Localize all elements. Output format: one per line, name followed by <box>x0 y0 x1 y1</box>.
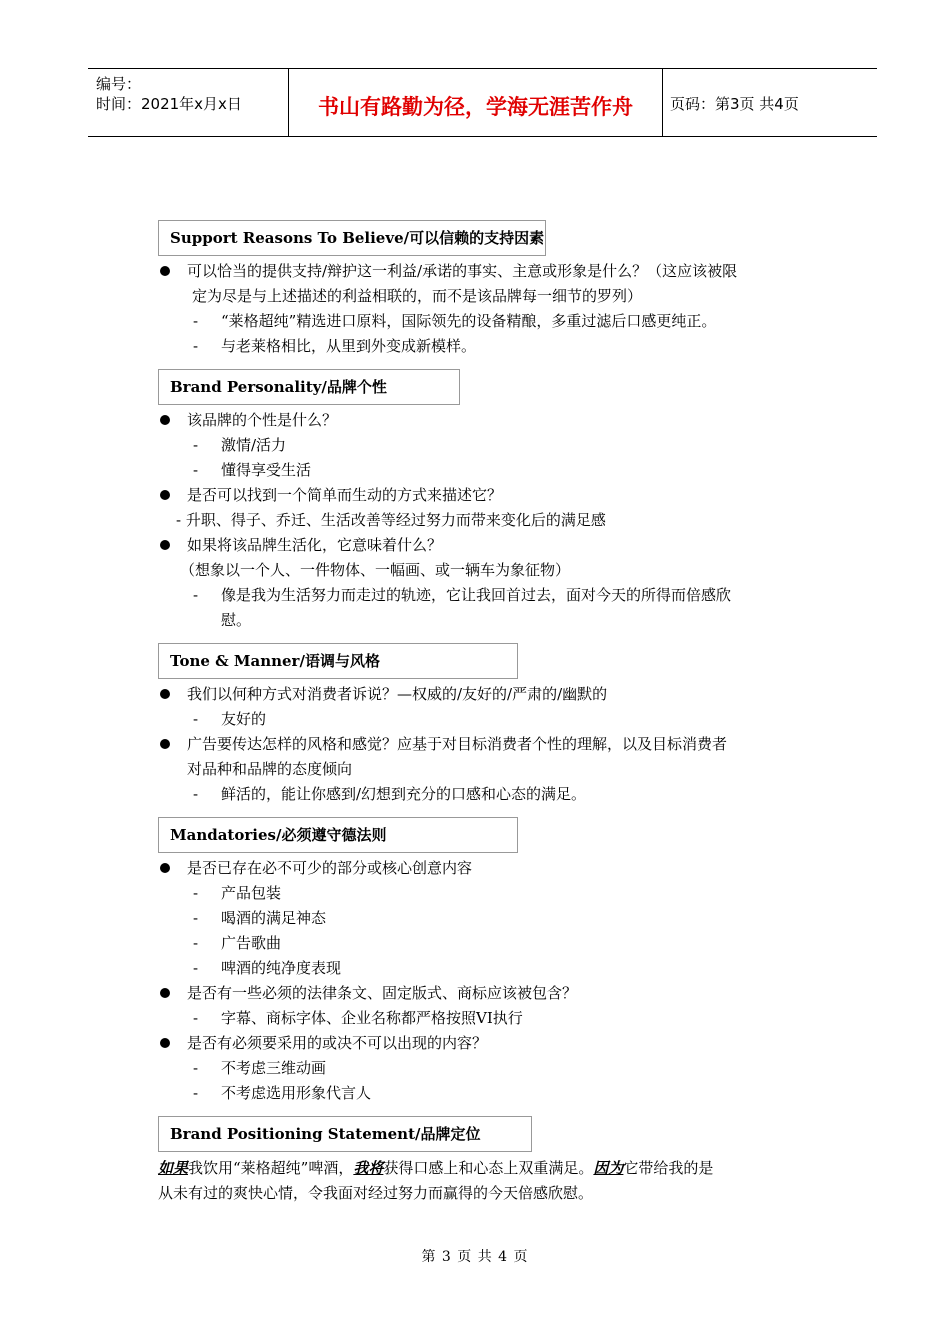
bullet-icon <box>160 988 170 998</box>
keyword-if: 如果 <box>158 1159 189 1177</box>
positioning-text-2: 获得口感上和心态上双重满足。 <box>383 1159 594 1177</box>
personality-bullet-2: 是否可以找到一个简单而生动的方式来描述它？ <box>187 486 503 504</box>
bullet-icon <box>160 540 170 550</box>
dash-marker: - <box>193 909 199 927</box>
header-page-cell <box>662 69 877 136</box>
keyword-will: 我将 <box>353 1159 384 1177</box>
support-bullet-line2: 定为尽是与上述描述的利益相联的，而不是该品牌每一细节的罗列） <box>192 287 643 305</box>
header-motto: 书山有路勤为径，学海无涯苦作舟 <box>318 95 633 119</box>
dash-marker: - <box>193 934 199 952</box>
personality-detail-4-line2: 慰。 <box>221 611 252 629</box>
dash-marker: - <box>193 785 199 803</box>
section-title-tone: Tone & Manner/语调与风格 <box>158 643 518 679</box>
bullet-icon <box>160 1038 170 1048</box>
dash-marker: - <box>193 710 199 728</box>
mandatories-detail-2: 喝酒的满足神态 <box>221 909 327 927</box>
positioning-text-1: 我饮用“莱格超纯”啤酒， <box>188 1159 354 1177</box>
dash-marker: - <box>193 1009 199 1027</box>
mandatories-detail-1: 产品包装 <box>221 884 282 902</box>
dash-marker: - <box>193 1084 199 1102</box>
dash-marker: - <box>193 1059 199 1077</box>
mandatories-detail-4: 啤酒的纯净度表现 <box>221 959 342 977</box>
dash-marker: - <box>193 312 199 330</box>
mandatories-detail-3: 广告歌曲 <box>221 934 282 952</box>
personality-detail-1: 激情/活力 <box>221 436 287 454</box>
positioning-statement-line2: 从未有过的爽快心情，令我面对经过努力而赢得的今天倍感欣慰。 <box>158 1184 594 1202</box>
personality-detail-3: - 升职、得子、乔迁、生活改善等经过努力而带来变化后的满足感 <box>176 511 606 529</box>
bullet-icon <box>160 863 170 873</box>
personality-note: （想象以一个人、一件物体、一幅画、或一辆车为象征物） <box>180 561 571 579</box>
dash-marker: - <box>193 436 199 454</box>
personality-bullet-3: 如果将该品牌生活化，它意味着什么？ <box>187 536 443 554</box>
tone-detail-1: 友好的 <box>221 710 267 728</box>
dash-marker: - <box>193 337 199 355</box>
header-meta-cell <box>88 69 288 136</box>
positioning-text-3: 它带给我的是 <box>623 1159 714 1177</box>
section-title-mandatories: Mandatories/必须遵守德法则 <box>158 817 518 853</box>
support-detail-2: 与老莱格相比，从里到外变成新模样。 <box>221 337 477 355</box>
mandatories-bullet-2: 是否有一些必须的法律条文、固定版式、商标应该被包含？ <box>187 984 578 1002</box>
page-footer: 第 3 页 共 4 页 <box>421 1249 529 1265</box>
dash-marker: - <box>193 959 199 977</box>
doc-number-label: 编号： <box>96 75 142 93</box>
tone-bullet-1: 我们以何种方式对消费者诉说？—权威的/友好的/严肃的/幽默的 <box>187 685 608 703</box>
mandatories-detail-5: 字幕、商标字体、企业名称都严格按照VI执行 <box>221 1009 523 1027</box>
bullet-icon <box>160 689 170 699</box>
bullet-icon <box>160 415 170 425</box>
page-header <box>88 68 877 137</box>
header-motto-cell <box>288 69 663 136</box>
header-page-label: 页码：第3页 共4页 <box>670 95 799 113</box>
section-title-support: Support Reasons To Believe/可以信赖的支持因素 <box>158 220 546 256</box>
doc-time-label: 时间：2021年x月x日 <box>96 95 242 113</box>
personality-detail-2: 懂得享受生活 <box>221 461 312 479</box>
bullet-icon <box>160 266 170 276</box>
dash-marker: - <box>193 884 199 902</box>
tone-bullet-2-line1: 广告要传达怎样的风格和感觉？应基于对目标消费者个性的理解，以及目标消费者 <box>187 735 728 753</box>
mandatories-detail-6: 不考虑三维动画 <box>221 1059 327 1077</box>
dash-marker: - <box>193 586 199 604</box>
bullet-icon <box>160 739 170 749</box>
section-title-positioning: Brand Positioning Statement/品牌定位 <box>158 1116 532 1152</box>
bullet-icon <box>160 490 170 500</box>
mandatories-bullet-3: 是否有必须要采用的或决不可以出现的内容？ <box>187 1034 488 1052</box>
tone-detail-2: 鲜活的，能让你感到/幻想到充分的口感和心态的满足。 <box>221 785 587 803</box>
section-title-personality: Brand Personality/品牌个性 <box>158 369 460 405</box>
positioning-statement-line1 <box>158 1158 713 1178</box>
keyword-because: 因为 <box>593 1159 624 1177</box>
mandatories-bullet-1: 是否已存在必不可少的部分或核心创意内容 <box>187 859 473 877</box>
tone-bullet-2-line2: 对品种和品牌的态度倾向 <box>187 760 353 778</box>
dash-marker: - <box>193 461 199 479</box>
personality-detail-4-line1: 像是我为生活努力而走过的轨迹，它让我回首过去，面对今天的所得而倍感欣 <box>221 586 732 604</box>
support-detail-1: “莱格超纯”精选进口原料，国际领先的设备精酿，多重过滤后口感更纯正。 <box>221 312 717 330</box>
personality-bullet-1: 该品牌的个性是什么？ <box>187 411 338 429</box>
support-bullet-line1: 可以恰当的提供支持/辩护这一利益/承诺的事实、主意或形象是什么？（这应该被限 <box>187 262 738 280</box>
mandatories-detail-7: 不考虑选用形象代言人 <box>221 1084 372 1102</box>
